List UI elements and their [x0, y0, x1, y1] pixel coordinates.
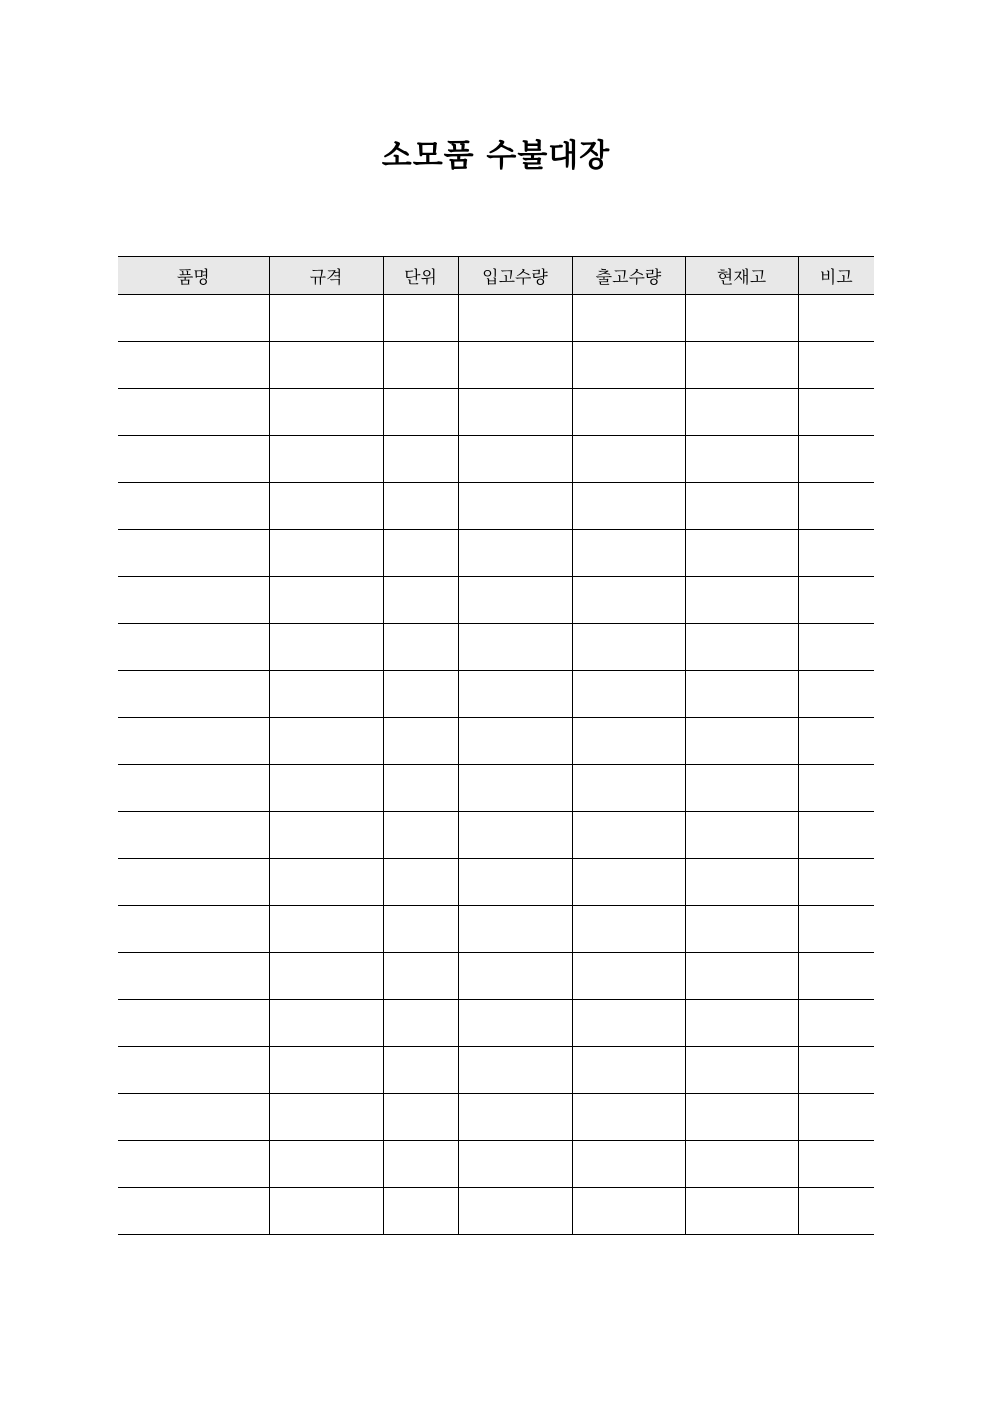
- table-cell[interactable]: [458, 1094, 572, 1141]
- table-row: [118, 1188, 874, 1235]
- column-header-current-stock: 현재고: [685, 257, 798, 295]
- table-cell[interactable]: [458, 624, 572, 671]
- table-cell[interactable]: [572, 436, 685, 483]
- table-cell[interactable]: [572, 1188, 685, 1235]
- table-cell[interactable]: [458, 953, 572, 1000]
- table-row: [118, 389, 874, 436]
- table-cell[interactable]: [269, 624, 383, 671]
- table-cell[interactable]: [269, 295, 383, 342]
- table-cell[interactable]: [572, 1000, 685, 1047]
- table-cell[interactable]: [269, 530, 383, 577]
- table-cell[interactable]: [269, 1094, 383, 1141]
- table-cell[interactable]: [798, 295, 874, 342]
- table-cell[interactable]: [383, 671, 458, 718]
- table-cell[interactable]: [383, 436, 458, 483]
- table-cell[interactable]: [798, 530, 874, 577]
- table-cell[interactable]: [798, 342, 874, 389]
- table-cell[interactable]: [572, 483, 685, 530]
- table-cell[interactable]: [685, 1141, 798, 1188]
- table-cell[interactable]: [685, 624, 798, 671]
- table-cell[interactable]: [383, 624, 458, 671]
- table-cell[interactable]: [458, 295, 572, 342]
- table-row: [118, 342, 874, 389]
- table-cell[interactable]: [798, 436, 874, 483]
- table-row: [118, 530, 874, 577]
- table-row: [118, 577, 874, 624]
- table-cell[interactable]: [572, 906, 685, 953]
- table-cell[interactable]: [118, 1094, 269, 1141]
- table-cell[interactable]: [118, 389, 269, 436]
- table-row: [118, 812, 874, 859]
- table-cell[interactable]: [269, 953, 383, 1000]
- table-cell[interactable]: [685, 906, 798, 953]
- table-cell[interactable]: [383, 718, 458, 765]
- table-row: [118, 671, 874, 718]
- table-cell[interactable]: [269, 342, 383, 389]
- table-cell[interactable]: [118, 295, 269, 342]
- table-cell[interactable]: [798, 906, 874, 953]
- table-body: [118, 295, 874, 1235]
- table-cell[interactable]: [572, 812, 685, 859]
- table-cell[interactable]: [269, 483, 383, 530]
- table-cell[interactable]: [269, 1141, 383, 1188]
- table-cell[interactable]: [118, 1188, 269, 1235]
- table-cell[interactable]: [572, 577, 685, 624]
- table-cell[interactable]: [685, 671, 798, 718]
- table-header-row: [118, 257, 874, 295]
- table-cell[interactable]: [572, 765, 685, 812]
- table-cell[interactable]: [685, 1047, 798, 1094]
- table-cell[interactable]: [685, 577, 798, 624]
- table-cell[interactable]: [118, 765, 269, 812]
- table-row: [118, 436, 874, 483]
- table-cell[interactable]: [269, 765, 383, 812]
- table-cell[interactable]: [383, 295, 458, 342]
- table-cell[interactable]: [572, 1141, 685, 1188]
- table-cell[interactable]: [269, 577, 383, 624]
- table-cell[interactable]: [458, 906, 572, 953]
- table-cell[interactable]: [269, 1000, 383, 1047]
- table-cell[interactable]: [118, 1000, 269, 1047]
- table-cell[interactable]: [458, 1047, 572, 1094]
- table-cell[interactable]: [118, 1141, 269, 1188]
- table-row: [118, 859, 874, 906]
- table-cell[interactable]: [685, 1094, 798, 1141]
- table-cell[interactable]: [685, 1000, 798, 1047]
- column-header-received-qty: 입고수량: [458, 257, 572, 295]
- column-header-issued-qty: 출고수량: [572, 257, 685, 295]
- table-cell[interactable]: [383, 1094, 458, 1141]
- table-row: [118, 1141, 874, 1188]
- table-cell[interactable]: [798, 483, 874, 530]
- table-row: [118, 1094, 874, 1141]
- table-cell[interactable]: [458, 718, 572, 765]
- table-cell[interactable]: [118, 577, 269, 624]
- table-cell[interactable]: [685, 483, 798, 530]
- table-cell[interactable]: [572, 389, 685, 436]
- table-cell[interactable]: [269, 1047, 383, 1094]
- table-cell[interactable]: [458, 1000, 572, 1047]
- table-cell[interactable]: [798, 1000, 874, 1047]
- table-cell[interactable]: [798, 1094, 874, 1141]
- table-cell[interactable]: [118, 436, 269, 483]
- table-cell[interactable]: [685, 295, 798, 342]
- table-cell[interactable]: [572, 671, 685, 718]
- table-cell[interactable]: [118, 483, 269, 530]
- table-row: [118, 624, 874, 671]
- table-cell[interactable]: [269, 389, 383, 436]
- table-cell[interactable]: [383, 530, 458, 577]
- table-cell[interactable]: [685, 1188, 798, 1235]
- table-cell[interactable]: [118, 671, 269, 718]
- table-row: [118, 483, 874, 530]
- table-cell[interactable]: [685, 389, 798, 436]
- table-cell[interactable]: [383, 906, 458, 953]
- table-row: [118, 1000, 874, 1047]
- table-cell[interactable]: [118, 1047, 269, 1094]
- table-cell[interactable]: [685, 718, 798, 765]
- column-header-spec: 규격: [269, 257, 383, 295]
- table-cell[interactable]: [458, 1141, 572, 1188]
- table-cell[interactable]: [798, 671, 874, 718]
- table-cell[interactable]: [685, 859, 798, 906]
- table-cell[interactable]: [383, 389, 458, 436]
- table-cell[interactable]: [458, 671, 572, 718]
- table-cell[interactable]: [383, 765, 458, 812]
- column-header-item-name: 품명: [118, 257, 269, 295]
- table-cell[interactable]: [798, 812, 874, 859]
- table-cell[interactable]: [458, 1188, 572, 1235]
- table-cell[interactable]: [269, 812, 383, 859]
- table-cell[interactable]: [685, 812, 798, 859]
- table-cell[interactable]: [269, 859, 383, 906]
- table-cell[interactable]: [458, 812, 572, 859]
- table-row: [118, 953, 874, 1000]
- table-cell[interactable]: [458, 483, 572, 530]
- table-cell[interactable]: [798, 624, 874, 671]
- table-cell[interactable]: [458, 436, 572, 483]
- table-cell[interactable]: [572, 718, 685, 765]
- table-cell[interactable]: [458, 342, 572, 389]
- table-row: [118, 295, 874, 342]
- table-cell[interactable]: [685, 436, 798, 483]
- table-cell[interactable]: [572, 295, 685, 342]
- table-cell[interactable]: [572, 1047, 685, 1094]
- document-title: 소모품 수불대장: [381, 138, 611, 174]
- table-cell[interactable]: [572, 953, 685, 1000]
- table-cell[interactable]: [118, 718, 269, 765]
- table-cell[interactable]: [118, 812, 269, 859]
- column-header-remarks: 비고: [798, 257, 874, 295]
- table-cell[interactable]: [383, 812, 458, 859]
- table-row: [118, 765, 874, 812]
- table-cell[interactable]: [383, 1188, 458, 1235]
- table-cell[interactable]: [685, 765, 798, 812]
- table-row: [118, 906, 874, 953]
- table-cell[interactable]: [685, 342, 798, 389]
- table-cell[interactable]: [798, 389, 874, 436]
- table-cell[interactable]: [798, 765, 874, 812]
- table-cell[interactable]: [458, 389, 572, 436]
- table-cell[interactable]: [685, 530, 798, 577]
- table-cell[interactable]: [118, 906, 269, 953]
- table-cell[interactable]: [118, 342, 269, 389]
- table-cell[interactable]: [798, 1188, 874, 1235]
- table-cell[interactable]: [269, 906, 383, 953]
- table-cell[interactable]: [572, 1094, 685, 1141]
- table-cell[interactable]: [118, 530, 269, 577]
- table-cell[interactable]: [458, 577, 572, 624]
- table-cell[interactable]: [798, 953, 874, 1000]
- table-cell[interactable]: [798, 577, 874, 624]
- column-header-unit: 단위: [383, 257, 458, 295]
- table-cell[interactable]: [269, 1188, 383, 1235]
- table-cell[interactable]: [118, 624, 269, 671]
- table-cell[interactable]: [118, 953, 269, 1000]
- supply-ledger-table: [118, 256, 874, 1235]
- table-cell[interactable]: [383, 859, 458, 906]
- table-cell[interactable]: [458, 530, 572, 577]
- table-cell[interactable]: [798, 859, 874, 906]
- table-cell[interactable]: [269, 436, 383, 483]
- table-cell[interactable]: [798, 1047, 874, 1094]
- table-cell[interactable]: [383, 1141, 458, 1188]
- table-cell[interactable]: [572, 342, 685, 389]
- table-cell[interactable]: [383, 577, 458, 624]
- table-cell[interactable]: [383, 1047, 458, 1094]
- table-cell[interactable]: [269, 671, 383, 718]
- table-row: [118, 1047, 874, 1094]
- table-cell[interactable]: [685, 953, 798, 1000]
- table-cell[interactable]: [798, 718, 874, 765]
- table-cell[interactable]: [798, 1141, 874, 1188]
- table-cell[interactable]: [572, 859, 685, 906]
- table-cell[interactable]: [383, 953, 458, 1000]
- table-cell[interactable]: [383, 1000, 458, 1047]
- table-cell[interactable]: [383, 342, 458, 389]
- table-cell[interactable]: [458, 765, 572, 812]
- table-cell[interactable]: [269, 718, 383, 765]
- table-cell[interactable]: [572, 530, 685, 577]
- table-cell[interactable]: [118, 859, 269, 906]
- table-cell[interactable]: [458, 859, 572, 906]
- table-row: [118, 718, 874, 765]
- table-cell[interactable]: [572, 624, 685, 671]
- table-cell[interactable]: [383, 483, 458, 530]
